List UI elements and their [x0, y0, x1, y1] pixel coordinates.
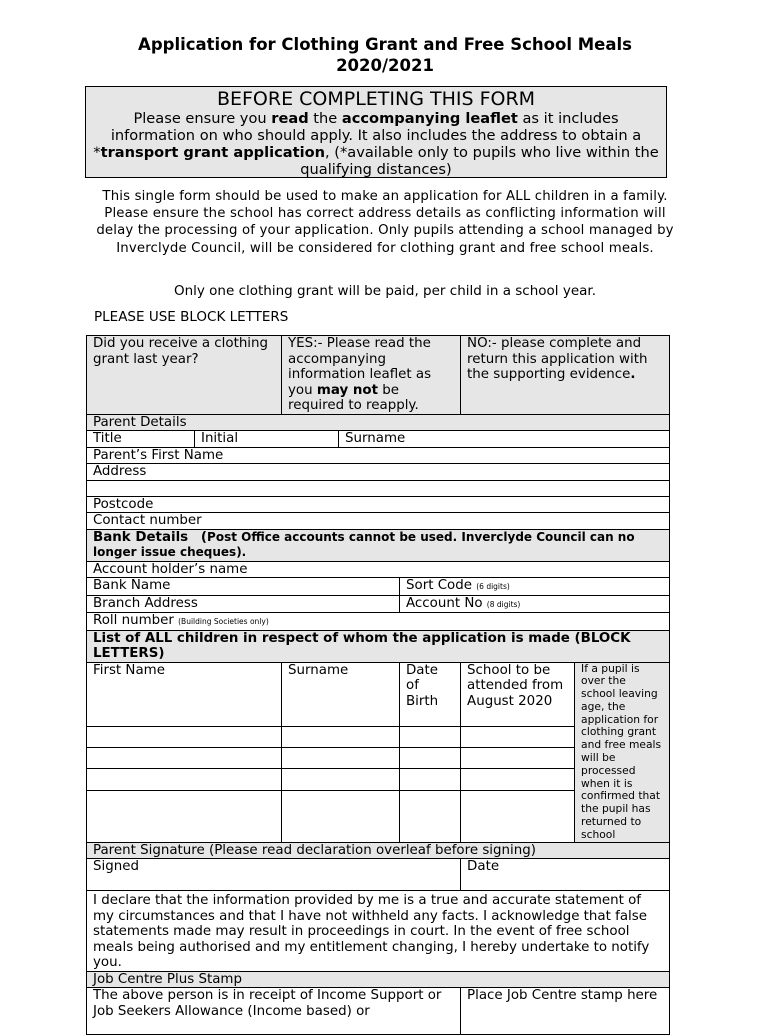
roll-number-field[interactable]: [87, 613, 670, 631]
before-t2: read: [271, 110, 309, 127]
contact-number-field[interactable]: Contact number: [87, 513, 670, 530]
before-t5: as it includes information on who should apply. It also includes the address to obtain a *: [93, 110, 642, 161]
child-school-cell[interactable]: [461, 747, 575, 768]
child-surname-cell[interactable]: [282, 790, 400, 842]
before-t7: , (*available only to pupils who live within the qualifying distances): [300, 144, 659, 178]
bank-h1: Bank Details: [93, 529, 189, 545]
address-field[interactable]: Address: [87, 464, 670, 481]
child-dob-cell[interactable]: [400, 769, 461, 790]
roll-number-label: Roll number: [93, 613, 179, 628]
postcode-field[interactable]: Postcode: [87, 496, 670, 513]
child-surname-cell[interactable]: [282, 747, 400, 768]
date-field[interactable]: Date: [461, 859, 670, 891]
parent-first-name-field[interactable]: Parent’s First Name: [87, 447, 670, 464]
intro-text: This single form should be used to make an application for ALL children in a family. Please ensure the school has correct address details as conflicting information will delay the processing of your application. Only pupils attending a school managed by Inverclyde Council, will be considered for clothing grant and free school meals.: [96, 189, 674, 256]
child-school-cell[interactable]: [461, 769, 575, 790]
before-t3: the: [308, 110, 342, 127]
child-school-cell[interactable]: [461, 790, 575, 842]
address-field-line2[interactable]: [87, 480, 670, 496]
jobcentre-stamp-header: Job Centre Plus Stamp: [87, 971, 670, 988]
parent-surname-field[interactable]: Surname: [339, 431, 670, 448]
bank-details-header: [87, 529, 670, 561]
parent-title-field[interactable]: Title: [87, 431, 195, 448]
child-school-cell[interactable]: [461, 726, 575, 747]
yes-option[interactable]: [282, 336, 461, 415]
child-surname-cell[interactable]: [282, 726, 400, 747]
branch-address-field[interactable]: Branch Address: [87, 595, 400, 613]
before-completing-box: [85, 86, 667, 178]
bank-name-field[interactable]: Bank Name: [87, 578, 400, 596]
bank-h2: (: [200, 529, 208, 545]
before-text: [86, 110, 666, 178]
child-first-name-header: First Name: [87, 662, 282, 726]
no-option[interactable]: [461, 336, 670, 415]
before-heading: BEFORE COMPLETING THIS FORM: [216, 88, 536, 110]
child-first-name-cell[interactable]: [87, 769, 282, 790]
question-row: [87, 336, 670, 415]
sort-code-field[interactable]: [400, 578, 670, 596]
child-school-header: School to be attended from August 2020: [461, 662, 575, 726]
yes-t2: may not: [316, 382, 378, 398]
signed-field[interactable]: Signed: [87, 859, 461, 891]
child-surname-cell[interactable]: [282, 769, 400, 790]
block-letters-note: PLEASE USE BLOCK LETTERS: [94, 309, 289, 325]
jobcentre-receipt-text: The above person is in receipt of Income Support or Job Seekers Allowance (Income based) or: [87, 988, 461, 1035]
child-first-name-cell[interactable]: [87, 790, 282, 842]
declaration-text: I declare that the information provided by me is a true and accurate statement of my circumstances and that I have not withheld any facts. I acknowledge that false statements made may result in proceedings in court. In the event of free school meals being authorised and my entitlement changing, I hereby undertake to notify you.: [87, 891, 670, 972]
child-surname-header: Surname: [282, 662, 400, 726]
form-title-line1: Application for Clothing Grant and Free School Meals: [138, 35, 632, 54]
before-t6: transport grant application: [100, 144, 325, 161]
leaving-age-note: If a pupil is over the school leaving age, the application for clothing grant and free meals will be processed when it is confirmed that the pupil has returned to school: [575, 662, 670, 842]
bank-h3: Post Office accounts cannot be used. Inverclyde Council can no longer issue cheques).: [93, 529, 635, 559]
yes-t1: YES:- Please read the accompanying information leaflet as you: [288, 336, 432, 398]
form-title-year: 2020/2021: [336, 56, 434, 75]
signature-header: Parent Signature (Please read declaration overleaf before signing): [87, 842, 670, 859]
no-t1: NO:- please complete and return this application with the supporting evidence: [467, 336, 648, 382]
children-list-header: List of ALL children in respect of whom the application is made (BLOCK LETTERS): [87, 630, 670, 662]
child-dob-header: Date of Birth: [400, 662, 461, 726]
yes-t3: be required to reapply.: [288, 382, 419, 413]
account-no-field[interactable]: [400, 595, 670, 613]
clothing-grant-question: Did you receive a clothing grant last year?: [87, 336, 282, 415]
application-form: [86, 335, 670, 1035]
before-t1: Please ensure you: [133, 110, 272, 127]
before-t4: accompanying leaflet: [341, 110, 518, 127]
child-first-name-cell[interactable]: [87, 747, 282, 768]
child-dob-cell[interactable]: [400, 726, 461, 747]
sort-code-hint: (6 digits): [476, 582, 510, 591]
account-holder-field[interactable]: Account holder’s name: [87, 561, 670, 578]
account-no-hint: (8 digits): [486, 599, 521, 609]
parent-initial-field[interactable]: Initial: [195, 431, 339, 448]
child-dob-cell[interactable]: [400, 790, 461, 842]
jobcentre-stamp-area[interactable]: Place Job Centre stamp here: [461, 988, 670, 1035]
child-dob-cell[interactable]: [400, 747, 461, 768]
account-no-label: Account No: [406, 595, 487, 611]
roll-number-hint: (Building Societies only): [178, 617, 269, 626]
no-t2: .: [630, 367, 636, 382]
sort-code-label: Sort Code: [406, 578, 477, 593]
form-title: [0, 34, 770, 76]
parent-details-header: Parent Details: [87, 414, 670, 431]
child-first-name-cell[interactable]: [87, 726, 282, 747]
one-grant-note: Only one clothing grant will be paid, per child in a school year.: [173, 283, 597, 299]
